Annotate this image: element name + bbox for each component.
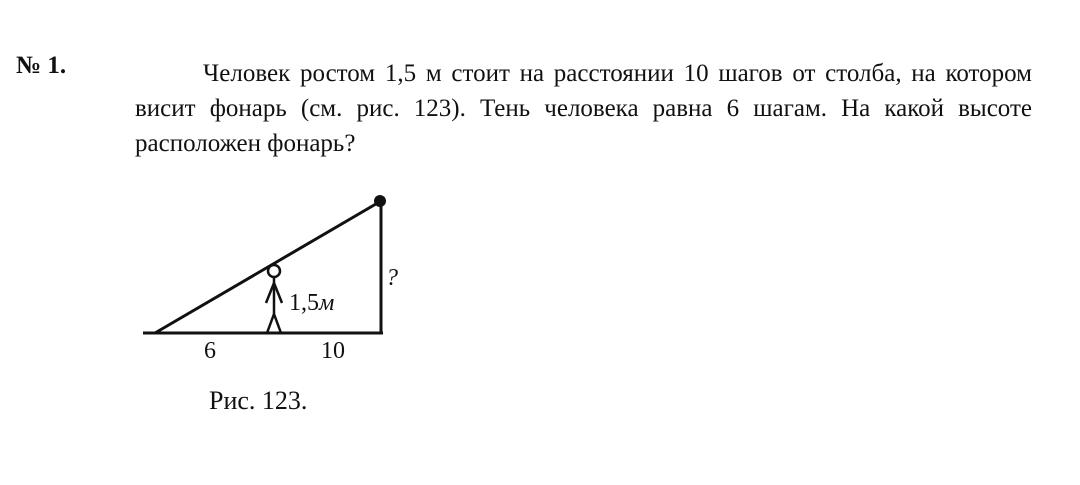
distance-label: 10 — [321, 338, 345, 364]
pole-height-label: ? — [386, 265, 398, 291]
person-icon — [266, 265, 282, 333]
problem-line-1: Человек ростом 1,5 м стоит на расстоянии 10 шагов от столба, на котором — [203, 60, 1032, 87]
figure-caption: Рис. 123. — [209, 386, 308, 415]
person-height-label: 1,5м — [289, 290, 335, 316]
problem-line-3: расположен фонарь? — [135, 130, 356, 157]
problem-line-2: висит фонарь (см. рис. 123). Тень человека равна 6 шагам. На какой высоте — [135, 95, 1032, 122]
problem-number: № 1. — [16, 52, 67, 79]
shadow-length-label: 6 — [204, 338, 216, 364]
lamp-icon — [374, 195, 386, 207]
